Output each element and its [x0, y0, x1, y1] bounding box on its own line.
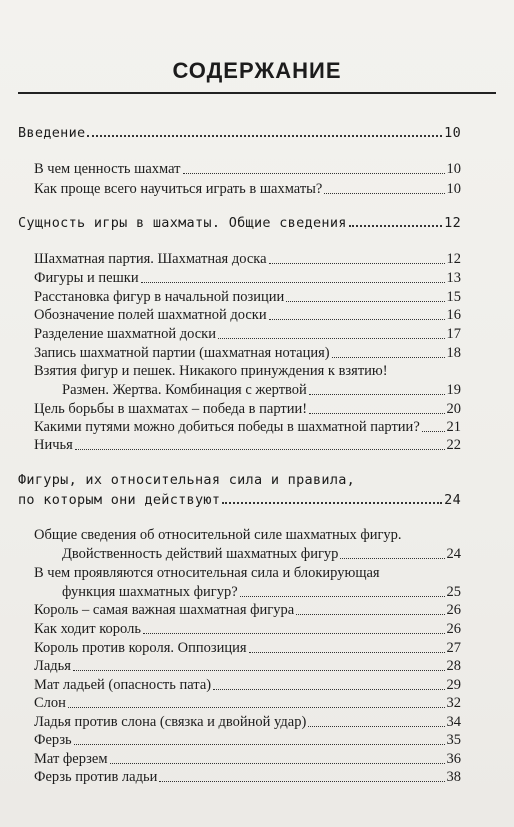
leader-dots [309, 394, 445, 395]
toc-entry-title: Мат ферзем [34, 751, 108, 767]
toc-entry-title: Король – самая важная шахматная фигура [34, 602, 295, 618]
toc-entry-page: 10 [446, 181, 461, 197]
toc-entry [34, 344, 461, 362]
toc-entry [34, 362, 461, 380]
leader-dots [110, 763, 445, 764]
leader-dots [68, 707, 445, 708]
toc-entry [34, 657, 461, 675]
toc-entry-title: функция шахматных фигур? [62, 584, 238, 600]
toc-entry-page: 29 [446, 677, 461, 693]
toc-entry-title: Слон [34, 695, 66, 711]
toc-entry [34, 269, 461, 287]
toc-entry-page: 24 [446, 546, 461, 562]
title-rule [18, 92, 496, 94]
toc-entry-title: Цель борьбы в шахматах – победа в партии! [34, 401, 308, 417]
toc-entry-title: Ладья против слона (связка и двойной удар) [34, 714, 307, 730]
leader-dots [218, 338, 445, 339]
toc-entry [34, 526, 461, 544]
toc-entry-title: Какими путями можно добиться победы в шахматной партии? [34, 419, 420, 435]
leader-dots [141, 282, 445, 283]
toc-entry-page: 36 [446, 751, 461, 767]
leader-dots [269, 263, 445, 264]
toc-entry-title: Размен. Жертва. Комбинация с жертвой [62, 382, 307, 398]
toc-entry-title: Введение [18, 125, 86, 141]
toc-entry-page: 13 [446, 270, 461, 286]
toc-entry-page: 10 [446, 161, 461, 177]
leader-dots [349, 225, 442, 227]
toc-entry-title: Обозначение полей шахматной доски [34, 307, 267, 323]
toc-entry-continuation [62, 545, 461, 563]
toc-entry-title: Двойственность действий шахматных фигур [62, 546, 339, 562]
leader-dots [332, 357, 445, 358]
leader-dots [73, 670, 445, 671]
page-title: СОДЕРЖАНИЕ [172, 58, 342, 83]
leader-dots [74, 744, 445, 745]
leader-dots [143, 633, 445, 634]
toc-section-essence [18, 214, 461, 232]
toc-entry-title: Мат ладьей (опасность пата) [34, 677, 212, 693]
toc-entry-title: Ладья [34, 658, 71, 674]
toc-entry [34, 306, 461, 324]
toc-entry-page: 10 [444, 125, 461, 141]
toc-entry-title: В чем проявляются относительная сила и блокирующая [34, 565, 380, 581]
toc-entry-page: 32 [446, 695, 461, 711]
toc-entry-page: 12 [444, 215, 461, 231]
toc-entry [34, 601, 461, 619]
toc-entry-page: 26 [446, 602, 461, 618]
toc-entry [34, 418, 461, 436]
toc-entry-page: 16 [446, 307, 461, 323]
toc-entry-page: 22 [446, 437, 461, 453]
leader-dots [340, 558, 444, 559]
toc-entry [34, 620, 461, 638]
toc-entry [34, 325, 461, 343]
leader-dots [75, 449, 445, 450]
toc-entry [34, 676, 461, 694]
leader-dots [222, 502, 442, 504]
toc-section-pieces-continuation [18, 491, 461, 509]
toc-entry-title: Разделение шахматной доски [34, 326, 216, 342]
toc-entry-title: Ферзь [34, 732, 72, 748]
toc-entry-title: В чем ценность шахмат [34, 161, 181, 177]
toc-entry-page: 24 [444, 492, 461, 508]
toc-entry [34, 180, 461, 198]
toc-entry [34, 288, 461, 306]
toc-entry [34, 436, 461, 454]
leader-dots [308, 726, 444, 727]
toc-entry [34, 713, 461, 731]
toc-entry-page: 21 [446, 419, 461, 435]
leader-dots [87, 135, 442, 137]
toc-entry [34, 768, 461, 786]
leader-dots [296, 614, 444, 615]
toc-entry-page: 35 [446, 732, 461, 748]
toc-entry-page: 19 [446, 382, 461, 398]
toc-entry-page: 18 [446, 345, 461, 361]
toc-entry-page: 27 [446, 640, 461, 656]
toc-entry-page: 12 [446, 251, 461, 267]
toc-entry [34, 750, 461, 768]
toc-entry-page: 26 [446, 621, 461, 637]
toc-entry-title: Ферзь против ладьи [34, 769, 158, 785]
toc-entry [34, 639, 461, 657]
toc-entry [34, 564, 461, 582]
leader-dots [324, 193, 444, 194]
toc-entry [34, 731, 461, 749]
toc-entry-page: 38 [446, 769, 461, 785]
toc-entry-title: Общие сведения об относительной силе шахматных фигур. [34, 527, 402, 543]
leader-dots [269, 319, 445, 320]
leader-dots [249, 652, 445, 653]
toc-entry-title: Запись шахматной партии (шахматная нотация) [34, 345, 330, 361]
toc-entry [34, 400, 461, 418]
leader-dots [309, 413, 444, 414]
toc-entry-title: Король против короля. Оппозиция [34, 640, 247, 656]
toc-entry-page: 20 [446, 401, 461, 417]
toc-entry-title: Фигуры, их относительная сила и правила, [18, 472, 356, 488]
toc-entry-title: Как ходит король [34, 621, 141, 637]
toc-entry-page: 28 [446, 658, 461, 674]
leader-dots [159, 781, 444, 782]
toc-entry-title: Взятия фигур и пешек. Никакого принуждения к взятию! [34, 363, 388, 379]
toc-section-pieces [18, 471, 461, 489]
leader-dots [286, 301, 444, 302]
toc-entry-title: Шахматная партия. Шахматная доска [34, 251, 267, 267]
toc-entry-title: Ничья [34, 437, 73, 453]
toc-entry-title: по которым они действуют [18, 492, 221, 508]
toc-entry-page: 25 [446, 584, 461, 600]
toc-section-intro [18, 124, 461, 142]
toc-entry-title: Расстановка фигур в начальной позиции [34, 289, 285, 305]
leader-dots [213, 689, 444, 690]
toc-entry-page: 15 [446, 289, 461, 305]
toc-entry [34, 160, 461, 178]
toc-entry-page: 34 [446, 714, 461, 730]
toc-entry-title: Фигуры и пешки [34, 270, 139, 286]
toc-entry-page: 17 [446, 326, 461, 342]
toc-entry-title: Сущность игры в шахматы. Общие сведения [18, 215, 347, 231]
leader-dots [183, 173, 445, 174]
leader-dots [240, 596, 445, 597]
toc-entry-continuation [62, 381, 461, 399]
toc-entry-title: Как проще всего научиться играть в шахматы? [34, 181, 323, 197]
toc-entry [34, 694, 461, 712]
leader-dots [422, 431, 445, 432]
toc-entry-continuation [62, 583, 461, 601]
toc-entry [34, 250, 461, 268]
